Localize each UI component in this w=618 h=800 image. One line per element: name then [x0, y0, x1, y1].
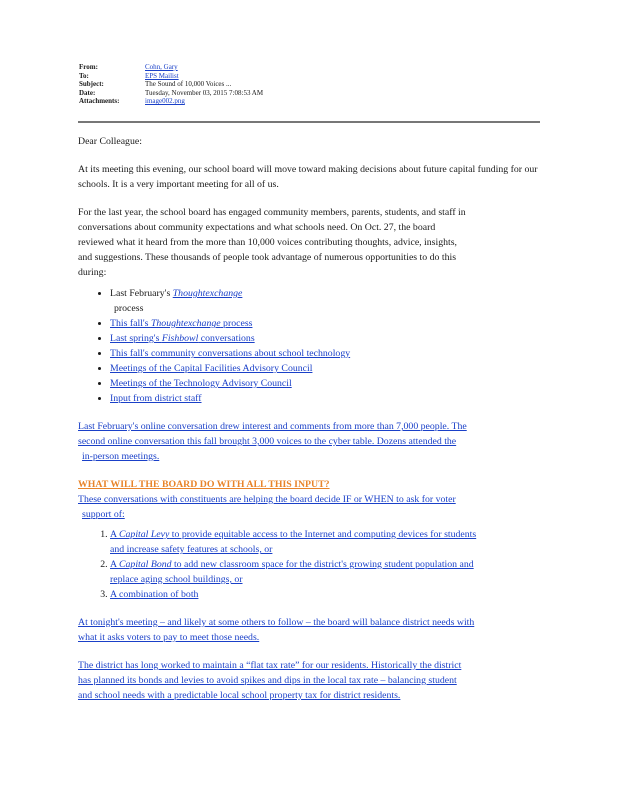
paragraph-5-line: At tonight's meeting – and likely at some others to follow – the board will balance district needs with [78, 617, 475, 628]
paragraph-3-line: Last February's online conversation drew interest and comments from more than 7,000 people. The [78, 421, 467, 432]
attachments-label: Attachments: [79, 97, 120, 106]
list-item[interactable]: • Input from district staff [110, 391, 540, 406]
funding-options-list [78, 527, 540, 602]
paragraph-4-line: support of: [82, 509, 125, 520]
header-divider [78, 121, 540, 123]
paragraph-5-line: what it asks voters to pay to meet those needs. [78, 632, 260, 643]
paragraph-2-line: during: [78, 267, 107, 278]
list-item[interactable]: • Last February's Thoughtexchange process [110, 286, 540, 316]
to-label: To: [79, 71, 89, 80]
paragraph-4 [78, 492, 540, 522]
list-item[interactable]: 3. A combination of both [110, 587, 540, 602]
to-row [79, 72, 539, 81]
subject-value: The Sound of 10,000 Voices ... [145, 80, 232, 89]
email-header [79, 63, 539, 106]
to-value[interactable]: EPS Mailist [145, 71, 179, 80]
paragraph-2-line: reviewed what it heard from the more than 10,000 voices contributing thoughts, advice, insights, [78, 237, 457, 248]
paragraph-3-line: second online conversation this fall brought 3,000 voices to the cyber table. Dozens attended the [78, 436, 457, 447]
paragraph-2-line: conversations about community expectations and what schools need. On Oct. 27, the board [78, 222, 436, 233]
list-item[interactable]: • Last spring's Fishbowl conversations [110, 331, 540, 346]
paragraph-2 [78, 205, 540, 280]
list-item[interactable]: 2. A Capital Bond to add new classroom space for the district's growing student population and replace aging school buildings, or [110, 557, 540, 587]
subject-row [79, 80, 539, 89]
paragraph-6 [78, 658, 540, 703]
paragraph-6-line: and school needs with a predictable local school property tax for district residents. [78, 690, 401, 701]
from-row [79, 63, 539, 72]
paragraph-4-line: These conversations with constituents are helping the board decide IF or WHEN to ask for voter [78, 494, 456, 505]
attachments-row [79, 97, 539, 106]
date-label: Date: [79, 88, 96, 97]
input-sources-list [78, 286, 540, 406]
thoughtexchange-link[interactable]: Thoughtexchange [172, 288, 243, 299]
from-value[interactable]: Cohn, Gary [145, 63, 178, 71]
paragraph-2-line: For the last year, the school board has engaged community members, parents, students, and staff in [78, 207, 466, 218]
date-row [79, 89, 539, 98]
paragraph-3-line: in-person meetings. [82, 451, 160, 462]
list-item[interactable]: • This fall's Thoughtexchange process [110, 316, 540, 331]
paragraph-1: At its meeting this evening, our school board will move toward making decisions about future capital funding for our schools. It is a very important meeting for all of us. [78, 164, 538, 190]
list-item[interactable]: • Meetings of the Capital Facilities Advisory Council [110, 361, 540, 376]
greeting: Dear Colleague: [78, 136, 142, 147]
list-item[interactable]: • This fall's community conversations about school technology [110, 346, 540, 361]
email-body [78, 134, 540, 703]
list-item[interactable]: 1. A Capital Levy to provide equitable access to the Internet and computing devices for students and increase safety features at schools, or [110, 527, 540, 557]
from-label: From: [79, 63, 98, 71]
paragraph-2-line: and suggestions. These thousands of people took advantage of numerous opportunities to do this [78, 252, 457, 263]
attachment-link[interactable]: image002.png [145, 97, 185, 106]
list-item[interactable]: • Meetings of the Technology Advisory Council [110, 376, 540, 391]
section-heading: WHAT WILL THE BOARD DO WITH ALL THIS INPUT? [78, 479, 330, 490]
paragraph-5 [78, 615, 540, 645]
paragraph-3 [78, 419, 540, 464]
paragraph-6-line: The district has long worked to maintain a “flat tax rate” for our residents. Historically the district [78, 660, 462, 671]
paragraph-6-line: has planned its bonds and levies to avoid spikes and dips in the local tax rate – balancing student [78, 675, 457, 686]
subject-label: Subject: [79, 80, 104, 89]
date-value: Tuesday, November 03, 2015 7:08:53 AM [145, 88, 264, 97]
